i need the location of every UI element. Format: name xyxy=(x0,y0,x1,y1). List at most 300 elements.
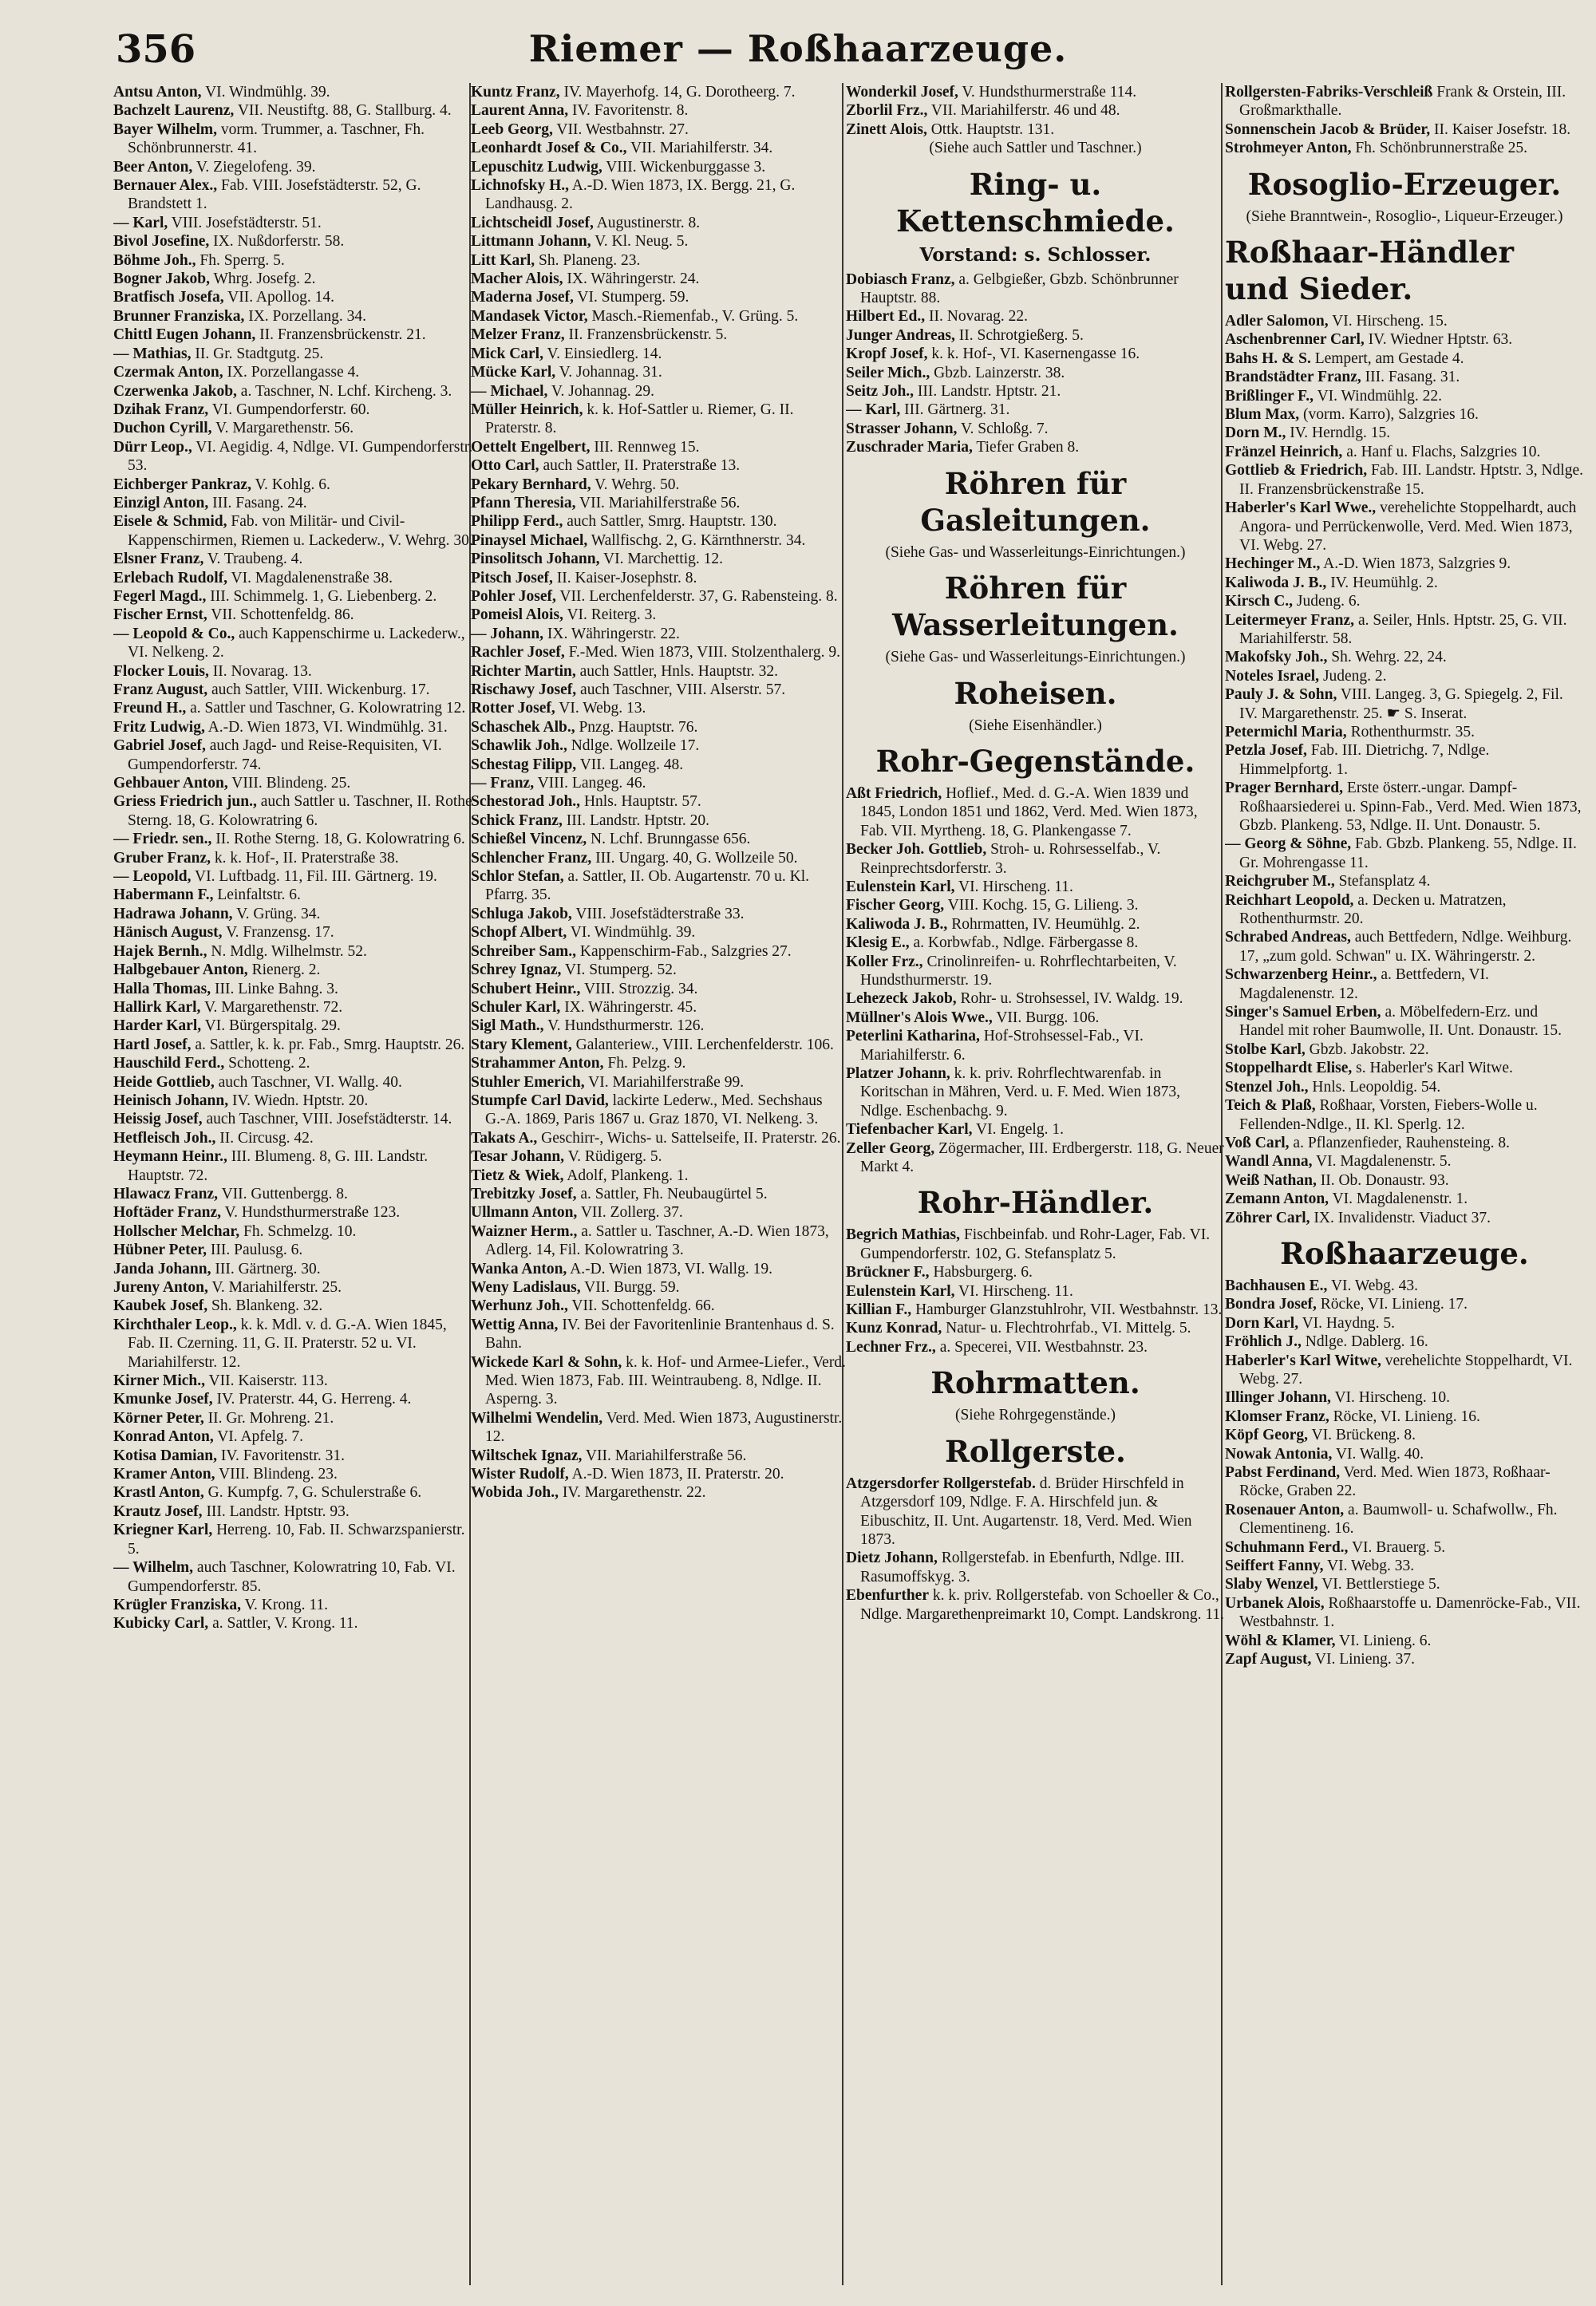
entry-address: Zögermacher, III. Erdbergerstr. 118, G. Neuer Markt 4. xyxy=(860,1139,1224,1176)
entry-name: Hechinger M., xyxy=(1225,555,1321,573)
directory-entry xyxy=(113,980,476,998)
directory-entry xyxy=(846,438,1225,456)
directory-entry xyxy=(471,476,846,494)
entry-name: Killian F., xyxy=(846,1301,912,1319)
directory-entry xyxy=(113,718,476,736)
directory-entry xyxy=(113,681,476,699)
entry-address: Geschirr-, Wichs- u. Sattelseife, II. Praterstr. 26. xyxy=(537,1129,841,1147)
entry-address: VII. Burgg. 106. xyxy=(992,1009,1100,1026)
entry-name: Klesig E., xyxy=(846,934,910,952)
entry-address: II. Circusg. 42. xyxy=(215,1129,314,1147)
directory-entry xyxy=(846,1586,1225,1624)
entry-name: Adler Salomon, xyxy=(1225,313,1329,330)
entry-name: Hollscher Melchar, xyxy=(113,1222,240,1240)
entry-name: Schuhmann Ferd., xyxy=(1225,1538,1349,1556)
entry-address: Röcke, VI. Linieng. 16. xyxy=(1329,1408,1480,1425)
entry-name: Wettig Anna, xyxy=(471,1316,559,1333)
cross-reference-note: (Siehe auch Sattler und Taschner.) xyxy=(929,140,1142,157)
directory-entry xyxy=(1225,387,1584,405)
entry-address: a. Korbwfab., Ndlge. Färbergasse 8. xyxy=(909,934,1139,952)
entry-address: A.-D. Wien 1873, VI. Wallg. 19. xyxy=(567,1260,772,1277)
entry-address: VII. Langeg. 48. xyxy=(576,756,684,773)
entry-address: II. Franzensbrückenstr. 5. xyxy=(564,326,728,344)
entry-address: auch Sattler, Smrg. Hauptstr. 130. xyxy=(563,513,777,531)
entry-name: Franz August, xyxy=(113,681,208,698)
directory-entry xyxy=(113,1465,476,1483)
section-subheading: Vorstand: s. Schlosser. xyxy=(919,243,1152,266)
directory-entry xyxy=(1225,1209,1584,1227)
directory-entry xyxy=(846,784,1225,840)
entry-name: Schlor Stefan, xyxy=(471,868,564,886)
directory-entry xyxy=(846,1064,1225,1120)
directory-entry xyxy=(113,550,476,568)
entry-name: Duchon Cyrill, xyxy=(113,420,212,437)
directory-entry xyxy=(113,1092,476,1110)
entry-name: Wister Rudolf, xyxy=(471,1466,569,1483)
entry-name: Lichnofsky H., xyxy=(471,177,569,195)
entry-address: VII. Burgg. 59. xyxy=(580,1279,680,1296)
entry-address: VII. Zollerg. 37. xyxy=(577,1204,683,1222)
entry-name: Bondra Josef, xyxy=(1225,1296,1317,1313)
entry-address: VI. Stumperg. 52. xyxy=(561,961,677,979)
entry-name: Pfann Theresia, xyxy=(471,494,576,511)
entry-address: auch Taschner, VI. Wallg. 40. xyxy=(214,1073,402,1091)
entry-list xyxy=(1225,312,1584,1227)
directory-entry xyxy=(113,792,476,830)
entry-address: a. Specerei, VII. Westbahnstr. 23. xyxy=(935,1338,1148,1356)
entry-address: IV. Wiedner Hptstr. 63. xyxy=(1364,331,1513,349)
entry-name: — Johann, xyxy=(471,625,544,642)
entry-name: Weiß Nathan, xyxy=(1225,1171,1317,1189)
directory-entry xyxy=(113,998,476,1017)
entry-address: VI. Haydng. 5. xyxy=(1298,1314,1396,1332)
directory-entry xyxy=(113,1316,476,1372)
entry-address: IV. Favoritenstr. 8. xyxy=(568,102,689,120)
entry-address: auch Sattler, VIII. Wickenburg. 17. xyxy=(207,681,430,698)
entry-address: III. Gärtnerg. 30. xyxy=(211,1260,321,1277)
entry-address: VI. Webg. 33. xyxy=(1323,1558,1415,1575)
entry-name: Dietz Johann, xyxy=(846,1550,938,1567)
entry-name: — Karl, xyxy=(846,401,901,419)
entry-address: II. Gr. Mohreng. 21. xyxy=(203,1409,334,1427)
directory-entry xyxy=(113,120,476,158)
entry-address: VI. Linieng. 37. xyxy=(1311,1651,1416,1668)
entry-name: Bayer Wilhelm, xyxy=(113,120,218,138)
directory-entry xyxy=(113,1036,476,1054)
entry-name: Hartl Josef, xyxy=(113,1036,192,1053)
directory-entry xyxy=(113,363,476,381)
entry-address: IV. Mayerhofg. 14, G. Dorotheerg. 7. xyxy=(559,84,796,101)
directory-entry xyxy=(1225,443,1584,461)
entry-address: Hoflief., Med. d. G.-A. Wien 1839 und 1845, London 1851 und 1862, Verd. Med. Wien 1873, Fab. VII. Myrtheng. 18, G. Plankengasse 7. xyxy=(860,784,1198,839)
entry-address: III. Ungarg. 40, G. Wollzeile 50. xyxy=(591,849,798,867)
entry-name: Böhme Joh., xyxy=(113,251,196,269)
entry-name: Werhunz Joh., xyxy=(471,1297,568,1315)
directory-entry xyxy=(471,774,846,792)
directory-entry xyxy=(471,1017,846,1035)
entry-name: Reichgruber M., xyxy=(1225,873,1335,890)
entry-address: IV. Wiedn. Hptstr. 20. xyxy=(228,1092,369,1109)
entry-address: a. Sattler, k. k. pr. Fab., Smrg. Hauptstr. 26. xyxy=(191,1036,465,1053)
directory-entry xyxy=(471,531,846,550)
entry-address: Sh. Wehrg. 22, 24. xyxy=(1327,649,1447,666)
entry-address: V. Hundsthurmerstraße 123. xyxy=(221,1204,401,1222)
directory-entry xyxy=(846,1282,1225,1301)
entry-address: VI. Gumpendorferstr. 60. xyxy=(208,401,370,418)
entry-name: Brandstädter Franz, xyxy=(1225,369,1361,386)
entry-address: VIII. Langeg. 3, G. Spiegelg. 2, Fil. IV. Margarethenstr. 25. ☛ S. Inserat. xyxy=(1239,686,1563,722)
directory-entry xyxy=(471,438,846,456)
entry-address: Verd. Med. Wien 1873, Augustinerstr. 12. xyxy=(485,1409,843,1446)
directory-entry xyxy=(471,792,846,811)
directory-entry xyxy=(471,681,846,699)
entry-name: Wandl Anna, xyxy=(1225,1153,1313,1171)
directory-entry xyxy=(113,849,476,867)
entry-name: Wilhelmi Wendelin, xyxy=(471,1409,603,1427)
entry-address: V. Margarethenstr. 56. xyxy=(211,420,354,437)
entry-address: a. Bettfedern, VI. Magdalenenstr. 12. xyxy=(1239,966,1489,1002)
entry-address: VIII. Kochg. 15, G. Lilieng. 3. xyxy=(944,897,1139,914)
entry-address: vorm. Trummer, a. Taschner, Fh. Schönbrunnerstr. 41. xyxy=(128,120,425,157)
entry-name: Junger Andreas, xyxy=(846,326,955,344)
entry-name: Stumpfe Carl David, xyxy=(471,1092,609,1109)
entry-name: Heide Gottlieb, xyxy=(113,1073,215,1091)
entry-address: VI. Hirscheng. 15. xyxy=(1328,313,1448,330)
entry-address: III. Linke Bahng. 3. xyxy=(211,980,338,997)
directory-entry xyxy=(113,1427,476,1446)
entry-name: Rollgersten-Fabriks-Verschleiß xyxy=(1225,84,1433,101)
entry-address: IX. Porzellang. 34. xyxy=(244,307,367,325)
entry-address: V. Einsiedlerg. 14. xyxy=(543,345,662,362)
entry-address: Kappenschirm-Fab., Salzgries 27. xyxy=(576,942,792,960)
entry-name: Kramer Anton, xyxy=(113,1466,215,1483)
entry-address: III. Gärtnerg. 31. xyxy=(900,401,1010,419)
entry-name: Waizner Herm., xyxy=(471,1222,578,1240)
entry-address: IV. Margarethenstr. 22. xyxy=(559,1484,706,1502)
directory-entry xyxy=(846,326,1225,345)
entry-address: Leinfaltstr. 6. xyxy=(213,886,301,904)
entry-address: Wallfischg. 2, G. Kärnthnerstr. 34. xyxy=(587,531,806,549)
directory-entry xyxy=(846,101,1225,120)
entry-name: Macher Alois, xyxy=(471,270,563,288)
entry-name: Weny Ladislaus, xyxy=(471,1279,581,1296)
entry-name: Kaubek Josef, xyxy=(113,1297,208,1315)
directory-entry xyxy=(113,1409,476,1427)
directory-entry xyxy=(846,1263,1225,1281)
directory-entry xyxy=(846,896,1225,914)
directory-entry xyxy=(113,961,476,979)
entry-name: Schießel Vincenz, xyxy=(471,831,587,848)
entry-address: V. Johannag. 31. xyxy=(555,364,662,381)
entry-name: Rischawy Josef, xyxy=(471,681,577,698)
entry-name: Antsu Anton, xyxy=(113,84,202,101)
entry-address: auch Kappenschirme u. Lackederw., VI. Nelkeng. 2. xyxy=(128,625,465,661)
entry-address: Fh. Schmelzg. 10. xyxy=(239,1222,357,1240)
directory-entry xyxy=(471,1185,846,1203)
section-heading: Roßhaar-Händler und Sieder. xyxy=(1225,235,1515,307)
entry-address: VI. Bettlerstiege 5. xyxy=(1317,1576,1440,1593)
directory-entry xyxy=(113,251,476,270)
entry-address: auch Taschner, Kolowratring 10, Fab. VI. Gumpendorferstr. 85. xyxy=(128,1559,456,1595)
entry-name: Eulenstein Karl, xyxy=(846,1282,955,1300)
directory-entry xyxy=(113,288,476,306)
entry-address: II. Kaiser-Josephstr. 8. xyxy=(552,569,697,586)
directory-entry xyxy=(113,1073,476,1092)
entry-name: Eichberger Pankraz, xyxy=(113,476,251,493)
entry-name: Brunner Franziska, xyxy=(113,307,245,325)
directory-entry xyxy=(113,476,476,494)
directory-entry xyxy=(846,120,1225,139)
entry-name: Kirner Mich., xyxy=(113,1372,205,1390)
entry-list xyxy=(1225,83,1584,158)
entry-address: d. Brüder Hirschfeld in Atzgersdorf 109, Ndlge. F. A. Hirschfeld jun. & Eibuschitz, II. Unt. Augartenstr. 18, Verd. Med. Wien 1873. xyxy=(860,1475,1192,1548)
entry-address: III. Rennweg 15. xyxy=(590,438,700,456)
directory-entry xyxy=(471,83,846,101)
entry-address: V. Mariahilferstr. 25. xyxy=(207,1279,342,1296)
directory-entry xyxy=(471,569,846,587)
entry-name: Dürr Leop., xyxy=(113,438,192,456)
directory-entry xyxy=(1225,1632,1584,1650)
entry-list xyxy=(846,1226,1225,1356)
entry-name: Krautz Josef, xyxy=(113,1502,203,1520)
entry-name: Becker Joh. Gottlieb, xyxy=(846,841,987,859)
entry-name: Krügler Franziska, xyxy=(113,1596,241,1613)
entry-name: Pabst Ferdinand, xyxy=(1225,1464,1341,1481)
entry-name: Maderna Josef, xyxy=(471,289,574,306)
entry-name: Klomser Franz, xyxy=(1225,1408,1329,1425)
entry-name: Habermann F., xyxy=(113,886,214,904)
entry-address: A.-D. Wien 1873, IX. Bergg. 21, G. Landhausg. 2. xyxy=(485,177,796,213)
directory-entry xyxy=(1225,1408,1584,1426)
entry-name: — Mathias, xyxy=(113,345,192,362)
directory-entry xyxy=(846,307,1225,326)
entry-address: a. Baumwoll- u. Schafwollw., Fh. Clementineng. 16. xyxy=(1239,1501,1558,1538)
entry-address: IV. Praterstr. 44, G. Herreng. 4. xyxy=(212,1391,412,1408)
directory-entry xyxy=(1225,667,1584,685)
entry-name: Pekary Bernhard, xyxy=(471,476,591,493)
entry-name: Litt Karl, xyxy=(471,251,535,269)
directory-entry xyxy=(471,101,846,120)
entry-address: k. k. Mdl. v. d. G.-A. Wien 1845, Fab. II. Czerning. 11, G. II. Praterstr. 52 u. VI. Mariahilferstr. 12. xyxy=(128,1316,447,1371)
entry-name: Hallirk Karl, xyxy=(113,998,201,1016)
directory-entry xyxy=(1225,1003,1584,1040)
entry-name: Littmann Johann, xyxy=(471,233,591,251)
entry-address: Sh. Planeng. 23. xyxy=(535,251,641,269)
directory-entry xyxy=(113,587,476,606)
entry-name: Czerwenka Jakob, xyxy=(113,382,237,400)
directory-entry xyxy=(113,1260,476,1278)
entry-name: Hilbert Ed., xyxy=(846,308,926,326)
directory-entry xyxy=(471,625,846,643)
entry-address: VI. Apfelg. 7. xyxy=(213,1428,303,1446)
directory-entry xyxy=(113,867,476,886)
entry-address: k. k. Hof-, VI. Kasernengasse 16. xyxy=(927,346,1140,363)
directory-entry xyxy=(113,1241,476,1259)
entry-name: Harder Karl, xyxy=(113,1017,202,1035)
entry-address: V. Grüng. 34. xyxy=(232,905,321,922)
cross-reference-note: (Siehe Rohrgegenstände.) xyxy=(954,1407,1116,1424)
entry-name: Seiffert Fanny, xyxy=(1225,1558,1324,1575)
entry-name: Wickede Karl & Sohn, xyxy=(471,1353,622,1371)
page-number: 356 xyxy=(116,27,196,72)
directory-entry xyxy=(113,569,476,587)
directory-entry xyxy=(1225,779,1584,835)
directory-entry xyxy=(846,345,1225,363)
entry-address: Judeng. 6. xyxy=(1293,593,1361,610)
entry-address: Rollgerstefab. in Ebenfurth, Ndlge. III. Rasumoffskyg. 3. xyxy=(860,1550,1185,1585)
entry-address: VII. Guttenbergg. 8. xyxy=(218,1185,348,1202)
entry-address: III. Schimmelg. 1, G. Liebenberg. 2. xyxy=(206,587,437,605)
directory-entry xyxy=(471,1297,846,1315)
entry-address: Frank & Orstein, III. Großmarkthalle. xyxy=(1239,84,1566,120)
entry-name: Takats A., xyxy=(471,1129,538,1147)
entry-address: VIII. Strozzig. 34. xyxy=(580,980,698,997)
directory-entry xyxy=(471,1147,846,1166)
directory-entry xyxy=(1225,1190,1584,1208)
directory-entry xyxy=(846,840,1225,878)
directory-entry xyxy=(1225,872,1584,890)
entry-name: Kirsch C., xyxy=(1225,593,1294,610)
directory-entry xyxy=(471,1054,846,1072)
entry-address: VII. Apollog. 14. xyxy=(223,289,334,306)
entry-address: VII. Schottenfeldg. 66. xyxy=(567,1297,715,1315)
directory-entry xyxy=(113,1278,476,1297)
directory-entry xyxy=(1225,1333,1584,1351)
directory-entry xyxy=(1225,1445,1584,1463)
directory-entry xyxy=(113,101,476,120)
directory-entry xyxy=(1225,648,1584,666)
entry-name: Illinger Johann, xyxy=(1225,1389,1331,1407)
directory-entry xyxy=(1225,592,1584,610)
entry-address: Rohrmatten, IV. Heumühlg. 2. xyxy=(947,915,1140,933)
directory-entry xyxy=(1225,1152,1584,1171)
directory-entry xyxy=(471,1129,846,1147)
entry-address: V. Johannag. 29. xyxy=(547,382,655,400)
entry-list xyxy=(846,83,1225,139)
directory-entry xyxy=(471,1409,846,1447)
directory-entry xyxy=(471,736,846,755)
entry-name: Fränzel Heinrich, xyxy=(1225,443,1343,460)
entry-address: Schotteng. 2. xyxy=(224,1055,310,1072)
entry-name: Griess Friedrich jun., xyxy=(113,793,257,811)
directory-entry xyxy=(846,1027,1225,1064)
entry-address: Fab. VIII. Josefstädterstr. 52, G. Brandstett 1. xyxy=(128,177,421,213)
entry-name: — Friedr. sen., xyxy=(113,831,212,848)
directory-entry xyxy=(113,1614,476,1633)
entry-address: VI. Reiterg. 3. xyxy=(563,606,657,624)
entry-address: V. Franzensg. 17. xyxy=(222,924,334,942)
directory-entry xyxy=(1225,1040,1584,1059)
entry-address: auch Sattler u. Taschner, II. Rothe Sterng. 18, G. Kolowratring 6. xyxy=(128,793,472,829)
entry-address: VII. Mariahilferstr. 34. xyxy=(626,140,773,157)
directory-entry xyxy=(113,1054,476,1072)
entry-address: VI. Stumperg. 59. xyxy=(573,289,689,306)
entry-address: A.-D. Wien 1873, Salzgries 9. xyxy=(1320,555,1511,573)
entry-name: Leonhardt Josef & Co., xyxy=(471,140,627,157)
entry-address: Gbzb. Lainzerstr. 38. xyxy=(930,364,1065,381)
section-heading: Rohrmatten. xyxy=(930,1365,1140,1401)
directory-entry xyxy=(846,401,1225,419)
section-heading: Rollgerste. xyxy=(945,1433,1126,1469)
entry-name: Fischer Ernst, xyxy=(113,606,207,624)
directory-entry xyxy=(113,1110,476,1128)
entry-address: V. Kl. Neug. 5. xyxy=(591,233,689,251)
running-title: Riemer — Roßhaarzeuge. xyxy=(528,27,1068,70)
directory-entry xyxy=(471,120,846,139)
entry-address: II. Rothe Sterng. 18, G. Kolowratring 6. xyxy=(211,831,465,848)
directory-entry xyxy=(1225,1463,1584,1501)
entry-name: Lehezeck Jakob, xyxy=(846,990,957,1008)
entry-name: Kuntz Franz, xyxy=(471,84,560,101)
entry-name: Pitsch Josef, xyxy=(471,569,553,586)
entry-name: Zemann Anton, xyxy=(1225,1191,1329,1208)
entry-name: Freund H., xyxy=(113,700,187,717)
entry-address: V. Margarethenstr. 72. xyxy=(200,998,343,1016)
directory-entry xyxy=(1225,312,1584,330)
entry-address: auch Bettfedern, Ndlge. Weihburg. 17, „zum gold. Schwan" u. IX. Währingerstr. 2. xyxy=(1239,929,1572,965)
directory-entry xyxy=(1225,120,1584,139)
directory-entry xyxy=(846,915,1225,934)
directory-entry xyxy=(471,1222,846,1260)
entry-name: Dzihak Franz, xyxy=(113,401,209,418)
entry-address: VIII. Langeg. 46. xyxy=(534,775,646,792)
entry-name: Einzigl Anton, xyxy=(113,494,209,511)
entry-address: Fab. III. Landstr. Hptstr. 3, Ndlge. II. Franzensbrückenstraße 15. xyxy=(1239,462,1583,498)
directory-entry xyxy=(471,942,846,961)
entry-address: Lempert, am Gestade 4. xyxy=(1310,349,1464,367)
entry-address: k. k. Hof- und Armee-Liefer., Verd. Med. Wien 1873, Fab. III. Weintraubeng. 8, Ndlge. II. Asperng. 3. xyxy=(485,1353,846,1408)
entry-address: VI. Webg. 43. xyxy=(1327,1277,1419,1294)
entry-address: verehelichte Stoppelhardt, auch Angora- und Perrückenwolle, Verd. Med. Wien 1873, VI. Webg. 27. xyxy=(1239,500,1577,554)
directory-entry xyxy=(113,1017,476,1035)
entry-name: Aschenbrenner Carl, xyxy=(1225,331,1365,349)
entry-address: IX. Währingerstr. 22. xyxy=(543,625,680,642)
entry-address: Natur- u. Flechtrohrfab., VI. Mittelg. 5. xyxy=(942,1320,1191,1337)
entry-name: Bivol Josefine, xyxy=(113,233,210,251)
directory-entry xyxy=(846,270,1225,308)
entry-name: Makofsky Joh., xyxy=(1225,649,1328,666)
entry-name: Mücke Karl, xyxy=(471,364,556,381)
entry-name: Seiler Mich., xyxy=(846,364,930,381)
directory-entry xyxy=(1225,424,1584,442)
entry-name: Eisele & Schmid, xyxy=(113,513,227,531)
entry-name: Pohler Josef, xyxy=(471,587,556,605)
directory-entry xyxy=(471,251,846,270)
entry-name: Köpf Georg, xyxy=(1225,1427,1308,1444)
entry-address: VI. Wallg. 40. xyxy=(1332,1445,1424,1463)
directory-entry xyxy=(1225,1575,1584,1593)
entry-address: VII. Kaiserstr. 113. xyxy=(205,1372,328,1390)
entry-address: Ndlge. Dablerg. 16. xyxy=(1301,1333,1428,1351)
entry-name: Richter Martin, xyxy=(471,662,576,680)
entry-name: Reichhart Leopold, xyxy=(1225,891,1354,909)
entry-name: Nowak Antonia, xyxy=(1225,1445,1333,1463)
entry-address: VI. Magdalenenstraße 38. xyxy=(227,569,393,586)
entry-name: — Leopold & Co., xyxy=(113,625,235,642)
directory-entry xyxy=(113,438,476,476)
directory-entry xyxy=(1225,891,1584,929)
entry-name: Seitz Joh., xyxy=(846,383,915,401)
directory-entry xyxy=(113,401,476,419)
entry-address: III. Landstr. Hptstr. 21. xyxy=(914,383,1061,401)
directory-entry xyxy=(113,905,476,923)
entry-address: II. Gr. Stadtgutg. 25. xyxy=(191,345,324,362)
entry-name: — Karl, xyxy=(113,214,168,231)
directory-entry xyxy=(113,662,476,681)
entry-address: VI. Aegidig. 4, Ndlge. VI. Gumpendorferstr. 53. xyxy=(128,438,473,475)
entry-name: Lichtscheidl Josef, xyxy=(471,214,594,231)
entry-address: II. Schrotgießerg. 5. xyxy=(954,326,1084,344)
